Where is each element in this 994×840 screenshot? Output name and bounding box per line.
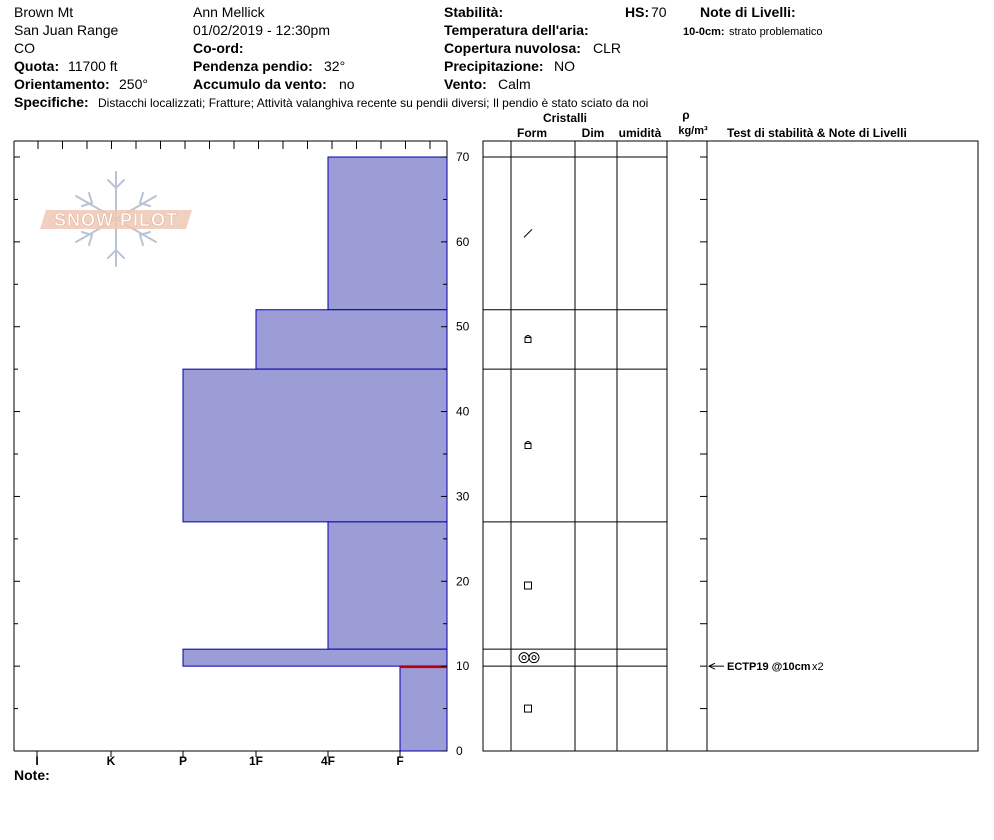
- sky-value: CLR: [593, 40, 622, 56]
- crystal-symbol-3: [525, 582, 532, 589]
- crystal-symbol-1: [525, 335, 531, 342]
- hardness-tick-label-K: K: [106, 754, 116, 768]
- depth-tick-label-50: 50: [456, 319, 470, 334]
- layer-note-text: strato problematico: [729, 26, 823, 38]
- hardness-tick-label-P: P: [178, 754, 188, 768]
- depth-tick-label-40: 40: [456, 404, 470, 419]
- hardness-bar-4: [183, 649, 447, 666]
- air-temp-label: Temperatura dell'aria:: [444, 22, 589, 38]
- hardness-bar-1: [256, 310, 447, 369]
- depth-tick-label-20: 20: [456, 574, 470, 589]
- crystal-table-frame: [483, 141, 978, 751]
- tests-notes-header: Test di stabilità & Note di Livelli: [727, 126, 907, 140]
- hardness-tick-label-F: F: [396, 754, 404, 768]
- wind-loading-value: no: [339, 76, 355, 92]
- crystal-symbol-0: [524, 229, 532, 237]
- slope-value: 32°: [324, 58, 346, 74]
- specifics-value: Distacchi localizzati; Fratture; Attività valanghiva recente su pendii diversi; Il pendio è stato sciato da noi: [98, 96, 649, 110]
- precip-value: NO: [554, 58, 575, 74]
- form-header: Form: [517, 126, 547, 140]
- range-name: San Juan Range: [14, 22, 119, 38]
- density-unit-header: kg/m³: [678, 125, 708, 137]
- size-header: Dim: [581, 126, 605, 140]
- crystals-header: Cristalli: [542, 111, 588, 125]
- hardness-bar-5: [400, 666, 447, 751]
- hardness-bar-0: [328, 157, 447, 310]
- stability-test-count: x2: [812, 661, 824, 674]
- stability-label: Stabilità:: [444, 4, 504, 20]
- coords-label: Co-ord:: [193, 40, 244, 56]
- depth-tick-label-10: 10: [456, 659, 470, 674]
- observation-datetime: 01/02/2019 - 12:30pm: [193, 22, 330, 38]
- wind-label: Vento:: [444, 76, 487, 92]
- stability-test-label: ECTP19 @10cm: [727, 661, 811, 674]
- hardness-bar-3: [328, 522, 447, 649]
- aspect-value: 250°: [119, 76, 148, 92]
- hardness-tick-label-I: I: [35, 754, 39, 768]
- crystal-symbol-4: [519, 653, 539, 663]
- hardness-tick-label-4F: 4F: [320, 754, 336, 768]
- wind-value: Calm: [498, 76, 531, 92]
- observer-name: Ann Mellick: [193, 4, 265, 20]
- hardness-bar-2: [183, 369, 447, 522]
- rho-header: ρ: [682, 108, 690, 122]
- state-name: CO: [14, 40, 35, 56]
- precip-label: Precipitazione:: [444, 58, 544, 74]
- hs-value: 70: [651, 4, 667, 20]
- sky-label: Copertura nuvolosa:: [444, 40, 581, 56]
- hardness-tick-label-1F: 1F: [248, 754, 264, 768]
- elevation-value: 11700 ft: [68, 58, 118, 74]
- slope-label: Pendenza pendio:: [193, 58, 313, 74]
- logo-text: SNOW PILOT: [54, 210, 178, 230]
- crystal-symbol-5: [525, 705, 532, 712]
- aspect-label: Orientamento:: [14, 76, 110, 92]
- depth-tick-label-70: 70: [456, 150, 470, 164]
- layer-notes-title: Note di Livelli:: [700, 4, 796, 20]
- moisture-header: umidità: [618, 126, 662, 140]
- hs-label: HS:: [625, 4, 650, 20]
- snow-pilot-logo: [40, 172, 192, 266]
- depth-tick-label-60: 60: [456, 234, 470, 249]
- depth-tick-label-30: 30: [456, 489, 470, 504]
- stability-test-0: [709, 661, 824, 673]
- wind-loading-label: Accumulo da vento:: [193, 76, 327, 92]
- notes-label: Note:: [14, 767, 50, 783]
- layer-note-depth: 10-0cm:: [683, 26, 725, 38]
- crystal-symbol-2: [525, 442, 531, 449]
- specifics-label: Specifiche:: [14, 94, 89, 110]
- elevation-label: Quota:: [14, 58, 60, 74]
- location-name: Brown Mt: [14, 4, 74, 20]
- depth-tick-label-0: 0: [456, 744, 463, 758]
